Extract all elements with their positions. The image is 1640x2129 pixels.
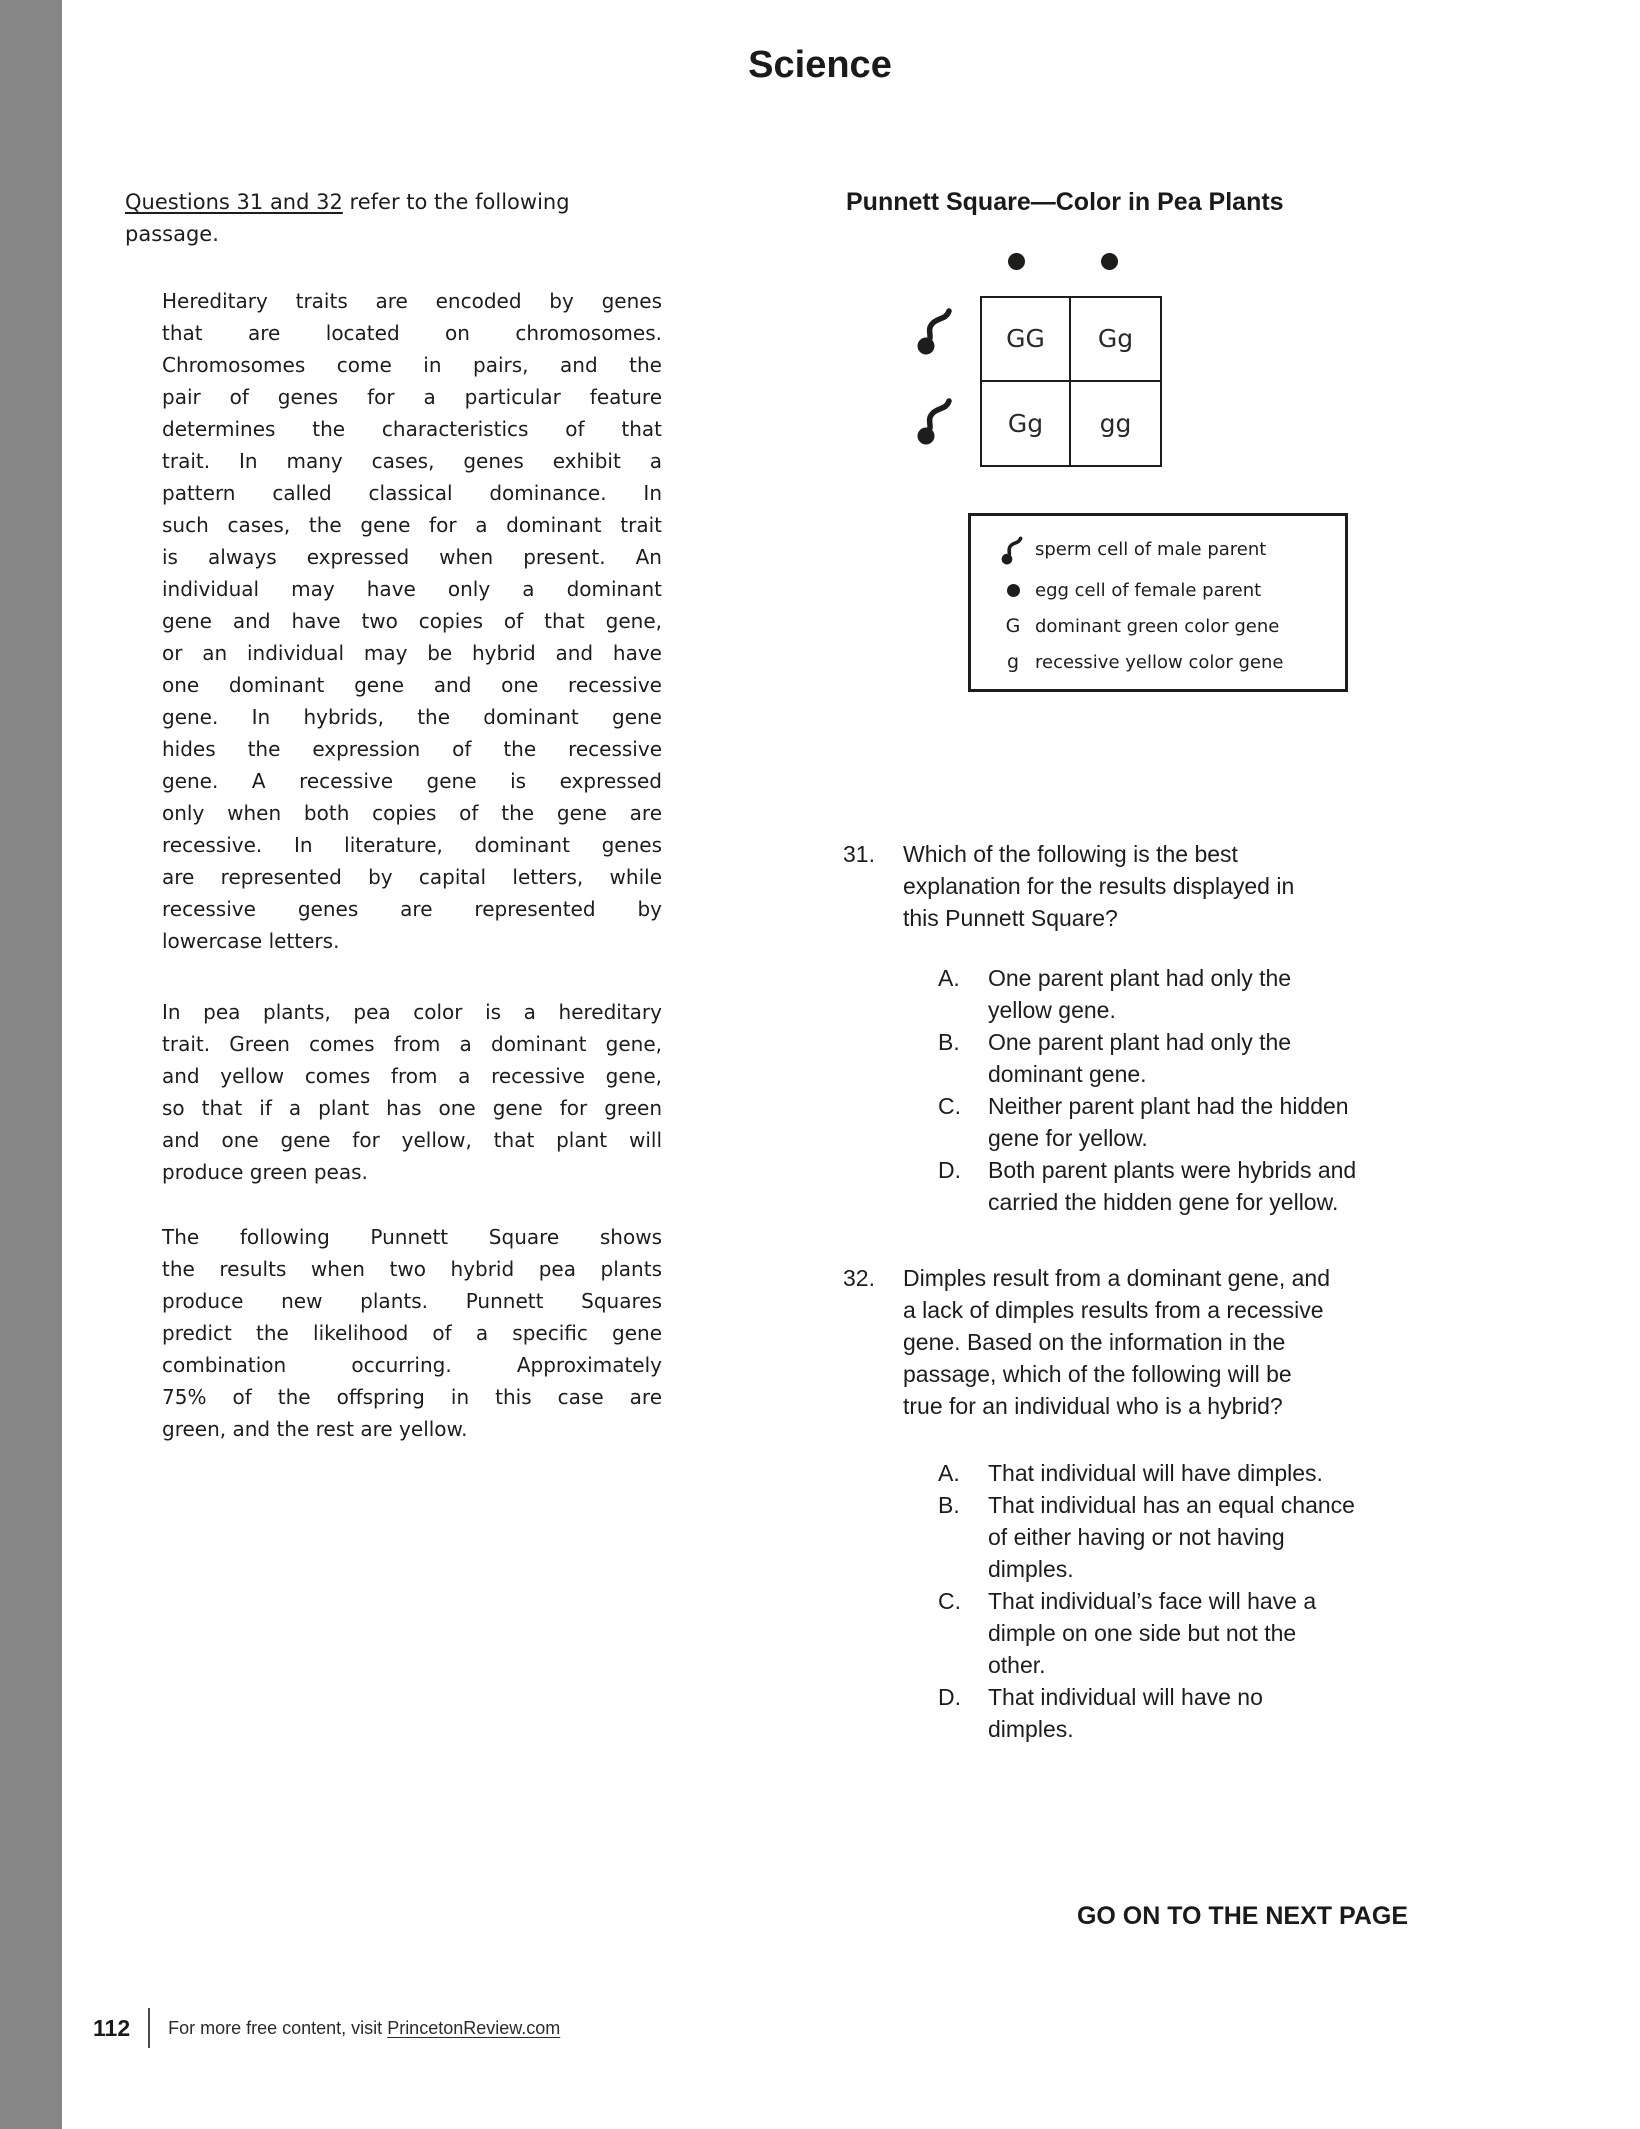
option-letter: A. bbox=[938, 1460, 960, 1486]
text-line: pair of genes for a particular feature bbox=[162, 385, 662, 409]
egg-cell-icon bbox=[1101, 253, 1118, 270]
sperm-cell-icon bbox=[991, 532, 1035, 566]
text-line: other. bbox=[988, 1652, 1046, 1678]
text-line: yellow gene. bbox=[988, 997, 1116, 1023]
intro-line-2: passage. bbox=[125, 222, 219, 246]
passage-intro bbox=[125, 186, 685, 250]
footer-divider bbox=[148, 2008, 150, 2048]
text-line: a lack of dimples results from a recessive bbox=[903, 1297, 1324, 1323]
option-letter: D. bbox=[938, 1684, 961, 1710]
text-line: Chromosomes come in pairs, and the bbox=[162, 353, 662, 377]
text-line: recessive. In literature, dominant genes bbox=[162, 833, 662, 857]
text-line: or an individual may be hybrid and have bbox=[162, 641, 662, 665]
text-line: carried the hidden gene for yellow. bbox=[988, 1189, 1339, 1215]
text-line: dimple on one side but not the bbox=[988, 1620, 1297, 1646]
legend-row-egg bbox=[991, 572, 1345, 608]
text-line: passage, which of the following will be bbox=[903, 1361, 1292, 1387]
text-line: dimples. bbox=[988, 1556, 1074, 1582]
text-line: pattern called classical dominance. In bbox=[162, 481, 662, 505]
option-31-D bbox=[938, 1154, 1563, 1218]
text-line: In pea plants, pea color is a hereditary bbox=[162, 1000, 662, 1024]
page-edge-bar bbox=[0, 0, 62, 2129]
text-line: are represented by capital letters, while bbox=[162, 865, 662, 889]
option-32-A bbox=[938, 1457, 1563, 1489]
text-line: That individual will have dimples. bbox=[988, 1460, 1323, 1486]
option-text bbox=[988, 1489, 1563, 1585]
option-text bbox=[988, 1026, 1563, 1090]
text-line: such cases, the gene for a dominant trait bbox=[162, 513, 662, 537]
egg-cell-icon bbox=[1008, 253, 1025, 270]
text-line: One parent plant had only the bbox=[988, 1029, 1292, 1055]
text-line: One parent plant had only the bbox=[988, 965, 1292, 991]
text-line: trait. In many cases, genes exhibit a bbox=[162, 449, 662, 473]
text-line: produce new plants. Punnett Squares bbox=[162, 1289, 662, 1313]
text-line: combination occurring. Approximately bbox=[162, 1353, 662, 1377]
egg-cell-icon bbox=[991, 584, 1035, 597]
option-32-C bbox=[938, 1585, 1563, 1681]
text-line: one dominant gene and one recessive bbox=[162, 673, 662, 697]
option-32-D bbox=[938, 1681, 1563, 1745]
footer-link[interactable]: PrincetonReview.com bbox=[387, 2017, 561, 2038]
text-line: gene for yellow. bbox=[988, 1125, 1148, 1151]
text-line: gene. Based on the information in the bbox=[903, 1329, 1286, 1355]
option-text bbox=[988, 1154, 1563, 1218]
option-letter: B. bbox=[938, 1029, 960, 1055]
question-32 bbox=[843, 1262, 1548, 1422]
punnett-cell-gg: gg bbox=[1099, 408, 1132, 438]
text-line: gene. A recessive gene is expressed bbox=[162, 769, 662, 793]
text-line: gene. In hybrids, the dominant gene bbox=[162, 705, 662, 729]
text-line: gene and have two copies of that gene, bbox=[162, 609, 662, 633]
text-line: produce green peas. bbox=[162, 1160, 368, 1184]
option-31-B bbox=[938, 1026, 1563, 1090]
footer-text bbox=[168, 2018, 560, 2039]
option-letter: D. bbox=[938, 1157, 961, 1183]
text-line: That individual’s face will have a bbox=[988, 1588, 1317, 1614]
question-32-number: 32. bbox=[843, 1265, 875, 1291]
option-text bbox=[988, 1457, 1563, 1489]
option-31-C bbox=[938, 1090, 1563, 1154]
page-footer bbox=[93, 2006, 560, 2050]
text-line: and yellow comes from a recessive gene, bbox=[162, 1064, 662, 1088]
option-31-A bbox=[938, 962, 1563, 1026]
punnett-cell-Gg: Gg bbox=[1071, 298, 1160, 382]
passage-paragraph-2 bbox=[162, 996, 662, 1188]
sperm-cell-icon bbox=[916, 392, 958, 446]
text-line: only when both copies of the gene are bbox=[162, 801, 662, 825]
option-32-B bbox=[938, 1489, 1563, 1585]
text-line: trait. Green comes from a dominant gene, bbox=[162, 1032, 662, 1056]
question-31 bbox=[843, 838, 1548, 934]
text-line: of either having or not having bbox=[988, 1524, 1285, 1550]
text-line: Hereditary traits are encoded by genes bbox=[162, 289, 662, 313]
intro-line-1 bbox=[125, 186, 685, 218]
option-letter: C. bbox=[938, 1588, 961, 1614]
text-line: predict the likelihood of a specific gene bbox=[162, 1321, 662, 1345]
text-line: true for an individual who is a hybrid? bbox=[903, 1393, 1283, 1419]
footer-text-prefix: For more free content, visit bbox=[168, 2017, 388, 2038]
text-line: the results when two hybrid pea plants bbox=[162, 1257, 662, 1281]
text-line: That individual has an equal chance bbox=[988, 1492, 1355, 1518]
text-line: recessive genes are represented by bbox=[162, 897, 662, 921]
question-32-options bbox=[938, 1457, 1563, 1745]
legend-label: sperm cell of male parent bbox=[1035, 538, 1267, 560]
question-31-options bbox=[938, 962, 1563, 1218]
section-title: Science bbox=[748, 44, 892, 86]
text-line: so that if a plant has one gene for green bbox=[162, 1096, 662, 1120]
option-text bbox=[988, 1090, 1563, 1154]
text-line: Dimples result from a dominant gene, and bbox=[903, 1265, 1330, 1291]
text-line: that are located on chromosomes. bbox=[162, 321, 662, 345]
legend-row-sperm bbox=[991, 526, 1345, 572]
question-31-text bbox=[903, 838, 1548, 934]
question-32-text bbox=[903, 1262, 1548, 1422]
text-line: Neither parent plant had the hidden bbox=[988, 1093, 1349, 1119]
diagram-legend-box bbox=[968, 513, 1348, 692]
text-line: green, and the rest are yellow. bbox=[162, 1417, 468, 1441]
text-line: determines the characteristics of that bbox=[162, 417, 662, 441]
legend-row-dominant-gene bbox=[991, 608, 1345, 644]
question-31-number: 31. bbox=[843, 841, 875, 867]
option-letter: A. bbox=[938, 965, 960, 991]
text-line: Which of the following is the best bbox=[903, 841, 1238, 867]
text-line: is always expressed when present. An bbox=[162, 545, 662, 569]
option-letter: B. bbox=[938, 1492, 960, 1518]
text-line: lowercase letters. bbox=[162, 929, 340, 953]
text-line: Both parent plants were hybrids and bbox=[988, 1157, 1357, 1183]
go-on-instruction: GO ON TO THE NEXT PAGE bbox=[1076, 1902, 1408, 1930]
text-line: this Punnett Square? bbox=[903, 905, 1118, 931]
punnett-square-grid bbox=[980, 296, 1162, 467]
sperm-cell-icon bbox=[916, 302, 958, 356]
option-text bbox=[988, 1585, 1563, 1681]
legend-symbol-G: G bbox=[1005, 615, 1021, 637]
option-text bbox=[988, 962, 1563, 1026]
passage-paragraph-1 bbox=[162, 285, 662, 957]
passage-paragraph-3 bbox=[162, 1221, 662, 1445]
text-line: dimples. bbox=[988, 1716, 1074, 1742]
punnett-cell-GG: GG bbox=[982, 298, 1071, 382]
legend-label: recessive yellow color gene bbox=[1035, 651, 1284, 673]
text-line: explanation for the results displayed in bbox=[903, 873, 1295, 899]
text-line: 75% of the offspring in this case are bbox=[162, 1385, 662, 1409]
punnett-cell-Gg2: Gg bbox=[982, 382, 1071, 466]
legend-row-recessive-gene bbox=[991, 644, 1345, 680]
text-line: hides the expression of the recessive bbox=[162, 737, 662, 761]
text-line: individual may have only a dominant bbox=[162, 577, 662, 601]
page-number: 112 bbox=[93, 2014, 131, 2041]
option-text bbox=[988, 1681, 1563, 1745]
text-line: and one gene for yellow, that plant will bbox=[162, 1128, 662, 1152]
text-line: That individual will have no bbox=[988, 1684, 1263, 1710]
intro-underlined: Questions 31 and 32 bbox=[125, 190, 343, 214]
legend-label: egg cell of female parent bbox=[1035, 579, 1262, 601]
intro-rest: refer to the following bbox=[342, 190, 570, 214]
legend-symbol-g: g bbox=[1006, 651, 1020, 673]
option-letter: C. bbox=[938, 1093, 961, 1119]
text-line: dominant gene. bbox=[988, 1061, 1147, 1087]
diagram-title: Punnett Square—Color in Pea Plants bbox=[846, 188, 1284, 216]
legend-label: dominant green color gene bbox=[1035, 615, 1280, 637]
text-line: The following Punnett Square shows bbox=[162, 1225, 662, 1249]
